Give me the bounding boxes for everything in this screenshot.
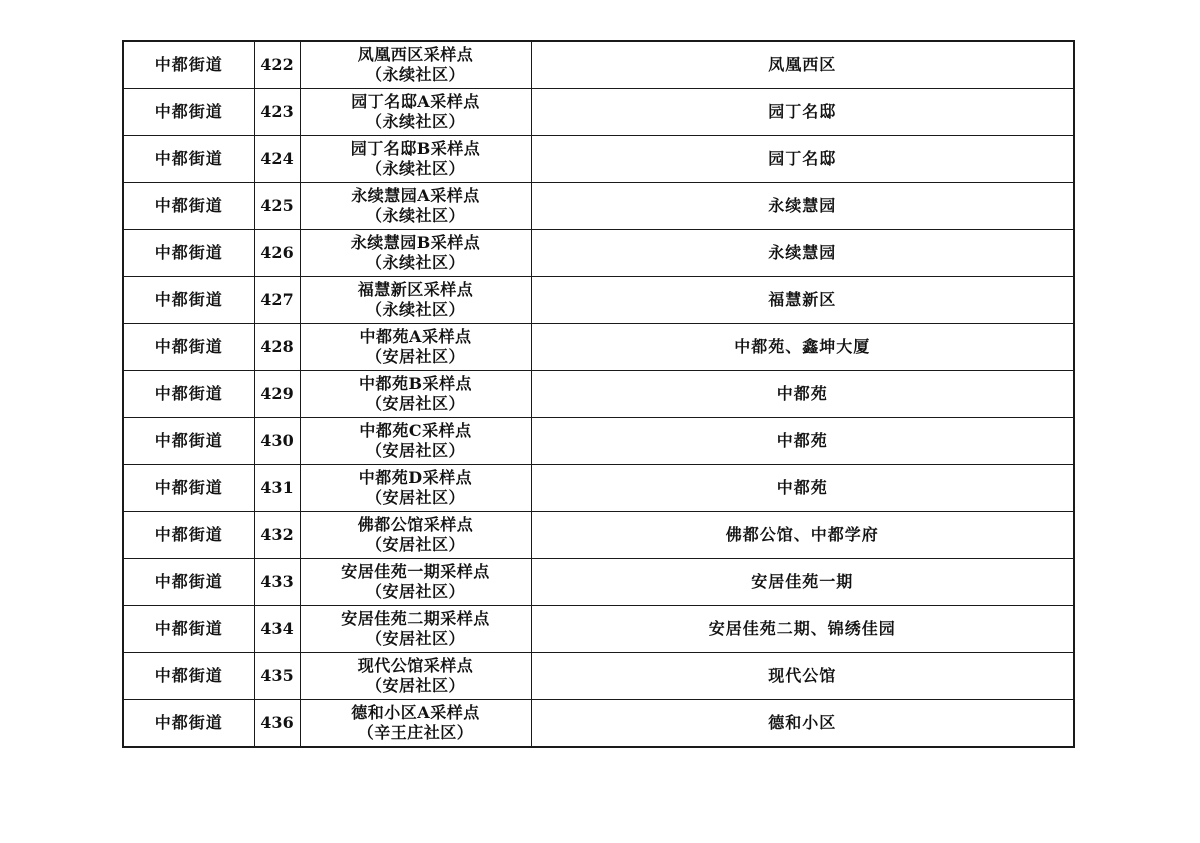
site-name: 永续慧园B采样点 [350, 233, 481, 252]
site-community: （安居社区） [365, 347, 465, 366]
number-cell: 435 [254, 653, 300, 700]
site-community: （安居社区） [365, 629, 465, 648]
number-cell: 433 [254, 559, 300, 606]
area-cell: 德和小区 [531, 700, 1074, 748]
table-row [123, 230, 1074, 277]
street-cell: 中都街道 [123, 465, 254, 512]
site-cell [300, 41, 531, 89]
site-name: 佛都公馆采样点 [357, 515, 474, 534]
table-row [123, 700, 1074, 748]
table-row [123, 653, 1074, 700]
number-cell: 426 [254, 230, 300, 277]
table-row [123, 418, 1074, 465]
table-row [123, 183, 1074, 230]
site-cell [300, 230, 531, 277]
street-cell: 中都街道 [123, 559, 254, 606]
site-name: 现代公馆采样点 [357, 656, 474, 675]
site-cell [300, 653, 531, 700]
site-cell [300, 136, 531, 183]
area-cell: 永续慧园 [531, 183, 1074, 230]
table-row [123, 465, 1074, 512]
area-cell: 园丁名邸 [531, 89, 1074, 136]
site-cell [300, 465, 531, 512]
street-cell: 中都街道 [123, 700, 254, 748]
table-row [123, 606, 1074, 653]
area-cell: 中都苑 [531, 371, 1074, 418]
number-cell: 432 [254, 512, 300, 559]
area-cell: 永续慧园 [531, 230, 1074, 277]
site-cell [300, 371, 531, 418]
number-cell: 429 [254, 371, 300, 418]
number-cell: 436 [254, 700, 300, 748]
area-cell: 现代公馆 [531, 653, 1074, 700]
site-name: 中都苑D采样点 [358, 468, 473, 487]
street-cell: 中都街道 [123, 183, 254, 230]
street-cell: 中都街道 [123, 606, 254, 653]
site-community: （永续社区） [365, 300, 465, 319]
site-name: 中都苑A采样点 [359, 327, 472, 346]
site-community: （安居社区） [365, 582, 465, 601]
area-cell: 中都苑 [531, 465, 1074, 512]
number-cell: 431 [254, 465, 300, 512]
street-cell: 中都街道 [123, 89, 254, 136]
site-name: 永续慧园A采样点 [351, 186, 480, 205]
number-cell: 428 [254, 324, 300, 371]
site-community: （永续社区） [365, 65, 465, 84]
site-name: 安居佳苑一期采样点 [341, 562, 490, 581]
site-cell [300, 418, 531, 465]
site-cell [300, 89, 531, 136]
number-cell: 427 [254, 277, 300, 324]
number-cell: 423 [254, 89, 300, 136]
street-cell: 中都街道 [123, 41, 254, 89]
number-cell: 430 [254, 418, 300, 465]
area-cell: 佛都公馆、中都学府 [531, 512, 1074, 559]
street-cell: 中都街道 [123, 324, 254, 371]
site-community: （安居社区） [365, 394, 465, 413]
site-name: 安居佳苑二期采样点 [341, 609, 490, 628]
street-cell: 中都街道 [123, 277, 254, 324]
street-cell: 中都街道 [123, 136, 254, 183]
site-name: 中都苑C采样点 [359, 421, 472, 440]
site-community: （安居社区） [365, 488, 465, 507]
site-community: （永续社区） [365, 112, 465, 131]
table-row [123, 371, 1074, 418]
site-name: 园丁名邸B采样点 [350, 139, 481, 158]
table-row [123, 277, 1074, 324]
number-cell: 434 [254, 606, 300, 653]
sampling-sites-table [122, 40, 1075, 748]
site-name: 园丁名邸A采样点 [351, 92, 480, 111]
area-cell: 福慧新区 [531, 277, 1074, 324]
table-row [123, 559, 1074, 606]
site-cell [300, 700, 531, 748]
site-cell [300, 277, 531, 324]
site-community: （安居社区） [365, 676, 465, 695]
site-name: 德和小区A采样点 [351, 703, 480, 722]
site-community: （辛王庄社区） [357, 723, 474, 742]
number-cell: 424 [254, 136, 300, 183]
site-community: （永续社区） [365, 206, 465, 225]
site-name: 福慧新区采样点 [357, 280, 474, 299]
street-cell: 中都街道 [123, 512, 254, 559]
street-cell: 中都街道 [123, 230, 254, 277]
area-cell: 中都苑、鑫坤大厦 [531, 324, 1074, 371]
table-body [123, 41, 1074, 747]
site-community: （安居社区） [365, 441, 465, 460]
site-name: 中都苑B采样点 [358, 374, 473, 393]
area-cell: 园丁名邸 [531, 136, 1074, 183]
area-cell: 中都苑 [531, 418, 1074, 465]
site-cell [300, 183, 531, 230]
site-cell [300, 512, 531, 559]
table-row [123, 89, 1074, 136]
area-cell: 安居佳苑二期、锦绣佳园 [531, 606, 1074, 653]
site-cell [300, 559, 531, 606]
table-row [123, 324, 1074, 371]
site-community: （安居社区） [365, 535, 465, 554]
table-row [123, 136, 1074, 183]
street-cell: 中都街道 [123, 418, 254, 465]
number-cell: 425 [254, 183, 300, 230]
site-name: 凤凰西区采样点 [357, 45, 474, 64]
street-cell: 中都街道 [123, 653, 254, 700]
site-community: （永续社区） [365, 159, 465, 178]
area-cell: 凤凰西区 [531, 41, 1074, 89]
site-cell [300, 606, 531, 653]
site-cell [300, 324, 531, 371]
area-cell: 安居佳苑一期 [531, 559, 1074, 606]
site-community: （永续社区） [365, 253, 465, 272]
table-row [123, 512, 1074, 559]
street-cell: 中都街道 [123, 371, 254, 418]
table-row [123, 41, 1074, 89]
number-cell: 422 [254, 41, 300, 89]
